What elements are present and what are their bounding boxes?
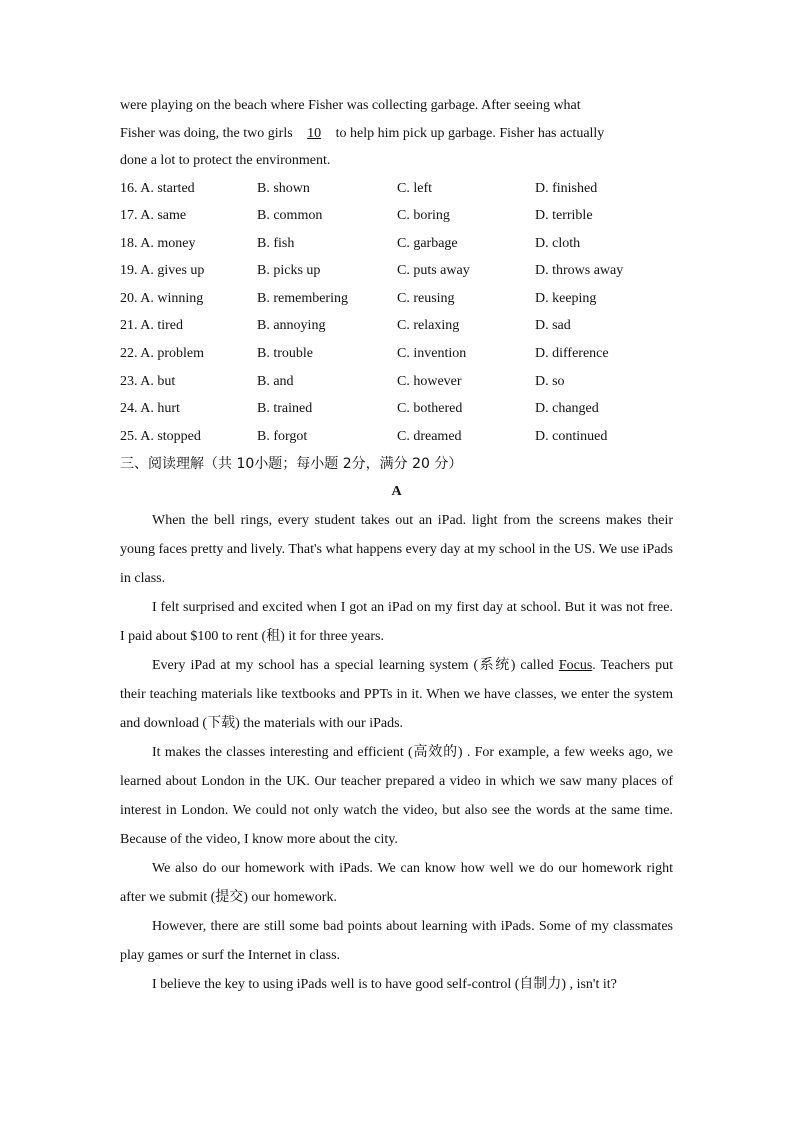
option-a bbox=[120, 368, 257, 396]
option-d: D. so bbox=[535, 373, 565, 389]
question-number: 18. bbox=[120, 235, 138, 251]
option-c: C. garbage bbox=[397, 235, 458, 251]
option-text: A. winning bbox=[140, 290, 204, 306]
option-d: D. throws away bbox=[535, 263, 624, 279]
option-b: B. trouble bbox=[257, 346, 313, 362]
intro-line-3: done a lot to protect the environment. bbox=[120, 153, 331, 168]
option-a bbox=[120, 230, 257, 258]
option-b: B. annoying bbox=[257, 318, 326, 334]
paragraph-5: We also do our homework with iPads. We can know how well we do our homework right after we submit (提交) our homework. bbox=[120, 861, 673, 906]
option-text: A. tired bbox=[140, 318, 183, 334]
option-a bbox=[120, 257, 257, 285]
option-a bbox=[120, 340, 257, 368]
question-row bbox=[120, 202, 673, 230]
paragraph-3 bbox=[120, 651, 673, 738]
option-d: D. keeping bbox=[535, 290, 597, 306]
option-text: A. but bbox=[140, 373, 176, 389]
option-c: C. relaxing bbox=[397, 318, 460, 334]
cloze-passage-end bbox=[120, 92, 673, 175]
option-d: D. finished bbox=[535, 180, 598, 196]
option-a bbox=[120, 423, 257, 451]
option-a bbox=[120, 202, 257, 230]
passage-title: A bbox=[391, 484, 402, 500]
question-number: 25. bbox=[120, 428, 138, 444]
question-row bbox=[120, 230, 673, 258]
option-c: C. puts away bbox=[397, 263, 470, 279]
intro-line-2-start: Fisher was doing, the two girls bbox=[120, 125, 297, 141]
option-text: A. stopped bbox=[140, 428, 201, 444]
paragraph-2: I felt surprised and excited when I got an iPad on my first day at school. But it was not free. I paid about $100 to rent (租) it for three years. bbox=[120, 600, 673, 645]
option-d: D. difference bbox=[535, 346, 609, 362]
options-table bbox=[120, 175, 673, 451]
question-row bbox=[120, 395, 673, 423]
question-number: 16. bbox=[120, 180, 138, 196]
option-d: D. cloth bbox=[535, 235, 581, 251]
option-c: C. invention bbox=[397, 346, 467, 362]
paragraph-6: However, there are still some bad points about learning with iPads. Some of my classmates play games or surf the Internet in class. bbox=[120, 919, 673, 964]
paragraph-3-start: Every iPad at my school has a special learning system (系统) called bbox=[152, 658, 559, 674]
option-c: C. dreamed bbox=[397, 428, 462, 444]
option-text: A. gives up bbox=[140, 263, 205, 279]
option-d: D. sad bbox=[535, 318, 571, 334]
question-row bbox=[120, 368, 673, 396]
section-heading: 三、阅读理解（共 10小题；每小题 2分，满分 20 分） bbox=[120, 456, 463, 473]
question-number: 23. bbox=[120, 373, 138, 389]
option-c: C. however bbox=[397, 373, 462, 389]
option-c: C. left bbox=[397, 180, 432, 196]
question-number: 19. bbox=[120, 263, 138, 279]
document-page bbox=[120, 92, 673, 999]
option-c: C. bothered bbox=[397, 401, 463, 417]
option-b: B. forgot bbox=[257, 428, 308, 444]
reading-passage bbox=[120, 506, 673, 999]
option-b: B. fish bbox=[257, 235, 295, 251]
option-b: B. remembering bbox=[257, 290, 348, 306]
option-d: D. changed bbox=[535, 401, 599, 417]
intro-line-2 bbox=[120, 120, 673, 148]
question-row bbox=[120, 340, 673, 368]
option-b: B. common bbox=[257, 208, 323, 224]
option-b: B. picks up bbox=[257, 263, 321, 279]
option-b: B. shown bbox=[257, 180, 310, 196]
option-text: A. same bbox=[140, 208, 187, 224]
option-a bbox=[120, 285, 257, 313]
option-a bbox=[120, 175, 257, 203]
question-row bbox=[120, 312, 673, 340]
paragraph-7: I believe the key to using iPads well is to have good self-control (自制力) , isn't it? bbox=[152, 977, 617, 993]
option-b: B. trained bbox=[257, 401, 313, 417]
answer-blank: 10 bbox=[307, 125, 322, 141]
question-row bbox=[120, 257, 673, 285]
question-number: 21. bbox=[120, 318, 138, 334]
focus-term: Focus bbox=[558, 658, 593, 674]
question-number: 20. bbox=[120, 290, 138, 306]
paragraph-1: When the bell rings, every student takes out an iPad. light from the screens makes their young faces pretty and lively. That's what happens every day at my school in the US. We use iPads in class. bbox=[120, 513, 673, 587]
question-number: 24. bbox=[120, 401, 138, 417]
intro-line-1: were playing on the beach where Fisher was collecting garbage. After seeing what bbox=[120, 98, 581, 113]
question-row bbox=[120, 423, 673, 451]
option-text: A. started bbox=[140, 180, 195, 196]
question-number: 22. bbox=[120, 346, 138, 362]
option-d: D. terrible bbox=[535, 208, 593, 224]
option-d: D. continued bbox=[535, 428, 608, 444]
option-text: A. money bbox=[140, 235, 196, 251]
option-c: C. reusing bbox=[397, 290, 455, 306]
intro-line-2-end: to help him pick up garbage. Fisher has actually bbox=[332, 125, 605, 141]
option-b: B. and bbox=[257, 373, 294, 389]
option-a bbox=[120, 395, 257, 423]
question-row bbox=[120, 175, 673, 203]
option-text: A. problem bbox=[140, 346, 204, 362]
option-text: A. hurt bbox=[140, 401, 180, 417]
option-c: C. boring bbox=[397, 208, 450, 224]
question-number: 17. bbox=[120, 208, 138, 224]
paragraph-4: It makes the classes interesting and efficient (高效的) . For example, a few weeks ago, we learned about London in the UK. Our teacher prepared a video in which we saw many places of interest in London. We could not only watch the video, but also see the words at the same time. Because of the video, I know more about the city. bbox=[120, 745, 673, 848]
paragraph-3-end: . Teachers put their teaching materials like textbooks and PPTs in it. When we have classes, we enter the system and download (下载) the materials with our iPads. bbox=[120, 658, 673, 732]
question-row bbox=[120, 285, 673, 313]
option-a bbox=[120, 312, 257, 340]
